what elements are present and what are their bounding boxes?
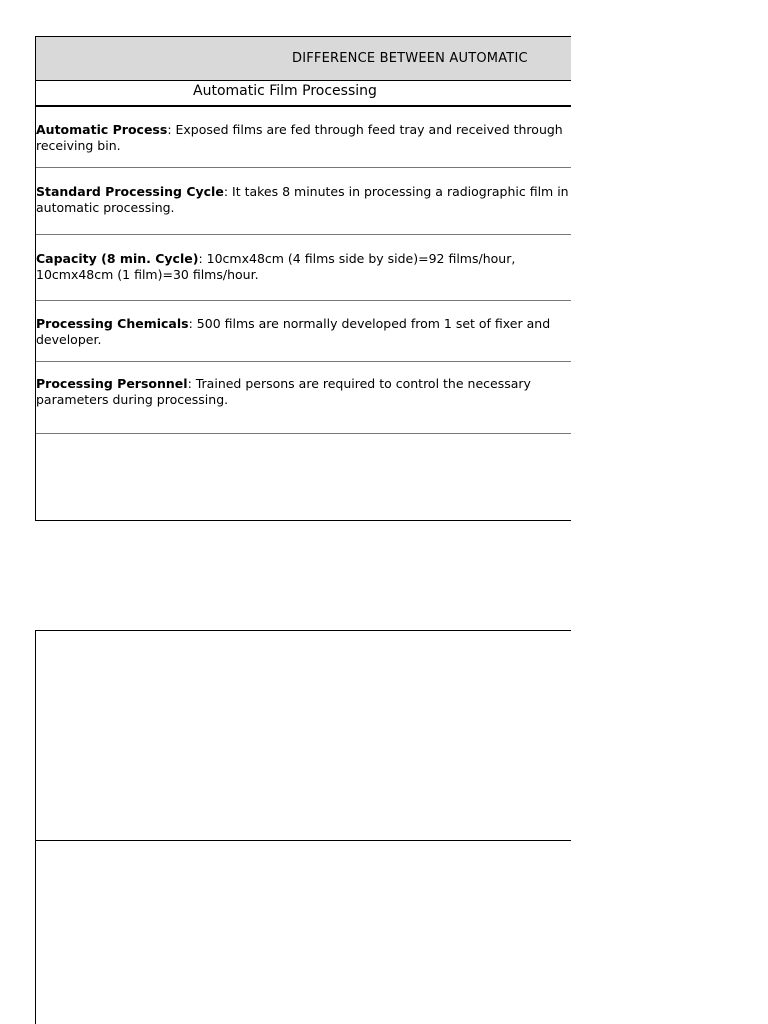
row-term: Processing Chemicals	[36, 316, 189, 331]
table-row	[36, 168, 571, 235]
empty-cell	[36, 841, 571, 1024]
table-row	[36, 301, 571, 362]
empty-row	[36, 434, 571, 521]
row-term: Capacity (8 min. Cycle)	[36, 251, 199, 266]
row-text: : 500 films are normally developed from 1 set of fixer and developer.	[36, 316, 551, 347]
table-row	[36, 362, 571, 434]
row-text: : Exposed films are fed through feed tray and received through receiving bin.	[36, 122, 563, 153]
table-row	[36, 107, 571, 168]
table-row	[36, 235, 571, 301]
table-header: DIFFERENCE BETWEEN AUTOMATIC	[36, 37, 571, 81]
empty-table	[35, 630, 571, 1024]
row-text: : 10cmx48cm (4 films side by side)=92 films/hour, 10cmx48cm (1 film)=30 films/hour.	[36, 251, 516, 282]
empty-cell	[36, 631, 571, 841]
row-term: Standard Processing Cycle	[36, 184, 224, 199]
row-text: : It takes 8 minutes in processing a radiographic film in automatic processing.	[36, 184, 569, 215]
row-term: Processing Personnel	[36, 376, 188, 391]
column-title: Automatic Film Processing	[36, 81, 571, 107]
comparison-table	[35, 36, 571, 521]
row-term: Automatic Process	[36, 122, 168, 137]
row-text: : Trained persons are required to control the necessary parameters during processing.	[36, 376, 531, 407]
